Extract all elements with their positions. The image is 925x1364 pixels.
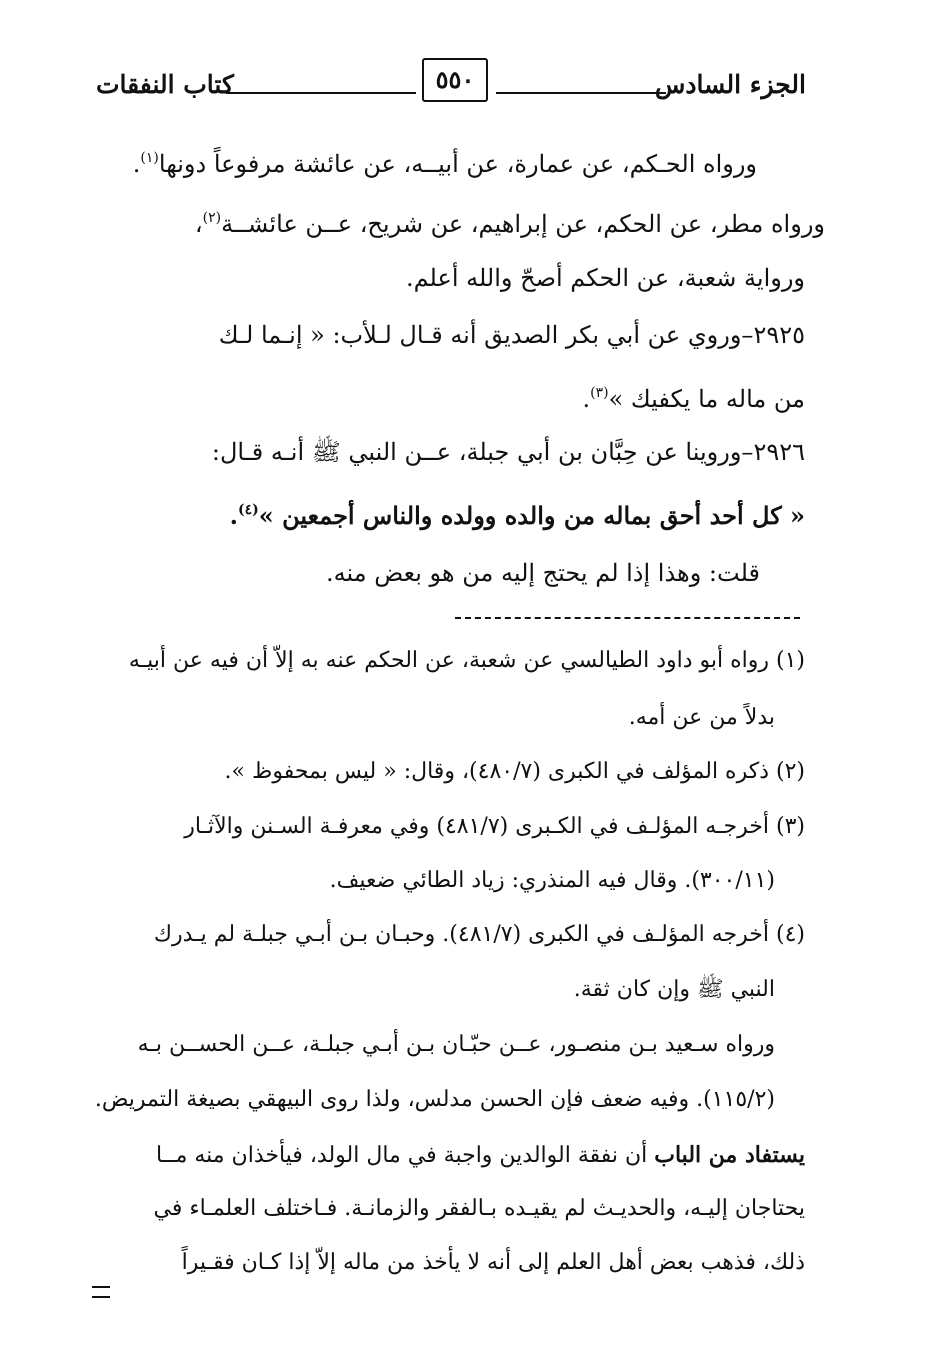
commentary-line xyxy=(156,1140,805,1171)
footnote-3-line2: (٣٠٠/١١). وقال فيه المنذري: زياد الطائي ضعيف. xyxy=(329,868,775,893)
continuation-mark xyxy=(92,1286,110,1298)
commentary-text: أن نفقة الوالدين واجبة في مال الولد، فيأخذان منه مــا xyxy=(155,1143,655,1168)
hadith-quote: « كل أحد أحق بماله من والده وولده والناس أجمعين » xyxy=(258,501,805,530)
text-line-content: ورواه الحـكم، عن عمارة، عن أبيــه، عن عائشة مرفوعاً دونها xyxy=(158,150,757,178)
commentary-line: يحتاجان إليـه، والحديـث لم يقيـده بـالفقر والزمانـة. فـاختلف العلمـاء في xyxy=(153,1196,805,1221)
footnote-3-line1: (٣) أخرجـه المؤلـف في الكـبرى (٤٨١/٧) وفي معرفـة السـنن والآثـار xyxy=(184,814,805,839)
book-title: كتاب النفقات xyxy=(96,70,234,99)
footnote-ref: (١) xyxy=(140,150,159,166)
page-number: ٥٥٠ xyxy=(422,58,488,102)
footnote-ref: (٤) xyxy=(237,502,259,518)
footnote-1-line2: بدلاً من عن أمه. xyxy=(628,705,775,730)
hadith-2926-line2: « كل أحد أحق بماله من والده وولده والناس أجمعين »$^{(٤)}$. xyxy=(229,501,805,530)
text-line: ورواية شعبة، عن الحكم أصحّ والله أعلم. xyxy=(405,264,805,292)
commentary-line: (١١٥/٢). وفيه ضعف فإن الحسن مدلس، ولذا روى البيهقي بصيغة التمريض. xyxy=(94,1087,775,1112)
footnote-2: (٢) ذكره المؤلف في الكبرى (٤٨٠/٧)، وقال: « ليس بمحفوظ ». xyxy=(224,759,805,784)
footnote-4-line2: النبي ﷺ وإن كان ثقة. xyxy=(573,977,775,1002)
commentary-line: ذلك، فذهب بعض أهل العلم إلى أنه لا يأخذ من ماله إلاّ إذا كـان فقـيراً xyxy=(181,1250,805,1275)
author-note: قلت: وهذا إذا لم يحتج إليه من هو بعض منه. xyxy=(326,559,760,587)
header-rule-left xyxy=(226,92,416,94)
commentary-line: ورواه سـعيد بـن منصـور، عــن حبّـان بـن أبـي جبلـة، عــن الحســن بـه xyxy=(137,1032,775,1057)
footnote-ref: (٢) xyxy=(202,210,222,226)
footnote-divider xyxy=(455,617,800,619)
text-line-content: ورواه مطر، عن الحكم، عن إبراهيم، عن شريح، عــن عائشــة xyxy=(221,210,825,238)
footnote-4-line1: (٤) أخرجه المؤلـف في الكبرى (٤٨١/٧). وحبـان بـن أبـي جبلـة لم يـدرك xyxy=(153,922,805,947)
page-header xyxy=(96,56,816,116)
text-line-content: من ماله ما يكفيك » xyxy=(608,385,805,413)
hadith-2926-line1: ٢٩٢٦–وروينا عن حِبَّان بن أبي جبلة، عــن النبي ﷺ أنـه قـال: xyxy=(211,438,805,466)
commentary-heading: يستفاد من الباب xyxy=(654,1142,805,1168)
hadith-2925-line1: ٢٩٢٥–وروي عن أبي بكر الصديق أنه قـال لـلأب: « إنـما لـك xyxy=(218,321,805,349)
volume-title: الجزء السادس xyxy=(654,70,806,99)
footnote-ref: (٣) xyxy=(590,385,609,401)
header-rule-right xyxy=(496,92,666,94)
text-line: ورواه الحـكم، عن عمارة، عن أبيــه، عن عائشة مرفوعاً دونها$^{(١)}$. xyxy=(132,150,757,178)
footnote-1-line1: (١) رواه أبو داود الطيالسي عن شعبة، عن الحكم عنه به إلاّ أن فيه عن أبيـه xyxy=(128,648,805,673)
hadith-2925-line2: من ماله ما يكفيك »$^{(٣)}$. xyxy=(582,385,805,413)
text-line: ورواه مطر، عن الحكم، عن إبراهيم، عن شريح، عــن عائشــة$^{(٢)}$، xyxy=(194,210,825,238)
